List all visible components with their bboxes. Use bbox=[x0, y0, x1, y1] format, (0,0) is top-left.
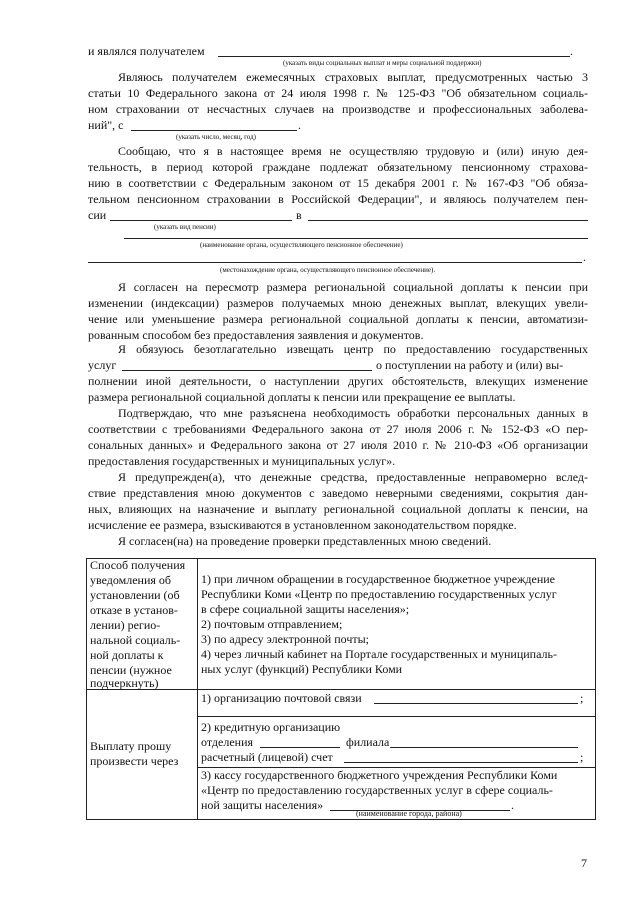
pension-org-caption: (наименование органа, осуществляющего пенсионное обеспечение) bbox=[200, 241, 403, 249]
bank-filial-field[interactable] bbox=[390, 747, 578, 748]
payment-option-post[interactable]: 1) организацию почтовой связи bbox=[201, 691, 362, 705]
recalc-line-1: Я согласен на пересмотр размера региональной социальной доплаты к пенсии при bbox=[118, 280, 588, 294]
personal-data-line-3: сональных данных» и Федерального закона от 27 июля 2010 г. № 210-ФЗ «Об организации bbox=[88, 438, 588, 452]
payment-option-cash-3[interactable]: ной защиты населения» bbox=[201, 798, 324, 812]
cash-city-caption: (наименование города, района) bbox=[356, 809, 462, 818]
notification-method-label-8: пенсии (нужное bbox=[90, 663, 172, 677]
notification-method-label-7: ной доплаты к bbox=[90, 648, 164, 662]
insurance-date-field[interactable] bbox=[131, 130, 297, 131]
payment-method-label-2: произвести через bbox=[90, 754, 179, 768]
payment-method-label-1: Выплату прошу bbox=[90, 739, 172, 753]
personal-data-line-4: предоставления государственных и муниципальных услуг». bbox=[88, 454, 396, 468]
payment-option-cash-2[interactable]: «Центр по предоставлению государственных услуг в сфере социаль- bbox=[201, 783, 553, 797]
warning-line-2: ствие представления мною документов с заведомо неверными сведениями, сокрытия дан- bbox=[88, 486, 588, 500]
recalc-line-3: чение или уменьшение размера региональной социальной доплаты к пенсии, автоматизи- bbox=[88, 312, 588, 326]
notify-option-in-person-1[interactable]: 1) при личном обращении в государственное бюджетное учреждение bbox=[201, 572, 555, 586]
personal-data-line-1: Подтверждаю, что мне разъяснена необходимость обработки персональных данных в bbox=[118, 406, 588, 420]
obligation-line-2-suffix: о поступлении на работу и (или) вы- bbox=[376, 358, 564, 372]
pension-location-field[interactable] bbox=[88, 262, 582, 263]
notification-method-label-9: подчеркнуть) bbox=[90, 676, 159, 690]
pension-line-2: тельность, в период которой граждане подлежат обязательному пенсионному страхова- bbox=[88, 160, 588, 174]
insurance-last-end: . bbox=[298, 118, 301, 132]
payment-option-cash-end: . bbox=[511, 798, 514, 812]
recalc-line-2: изменении (индексации) размеров получаемых мною денежных выплат, влекущих увели- bbox=[88, 296, 588, 310]
page-number: 7 bbox=[581, 856, 587, 870]
warning-line-1: Я предупрежден(а), что денежные средства, предоставленные неправомерно вслед- bbox=[118, 470, 588, 484]
service-center-field[interactable] bbox=[122, 370, 372, 371]
pension-org-field-2[interactable] bbox=[124, 238, 588, 239]
obligation-line-1: Я обязуюсь безотлагательно извещать центр по предоставлению государственных bbox=[118, 342, 588, 356]
notification-method-label-4: отказе в установ- bbox=[90, 603, 178, 617]
table-row-divider bbox=[86, 689, 595, 690]
personal-data-line-2: соответствии с требованиями Федерального закона от 27 июля 2006 г. № 152-ФЗ «О пер- bbox=[88, 422, 588, 436]
insurance-last-prefix: ний", с bbox=[88, 118, 124, 132]
pension-type-caption: (указать вид пенсии) bbox=[154, 223, 216, 231]
recipient-caption: (указать виды социальных выплат и меры социальной поддержки) bbox=[283, 59, 482, 67]
warning-line-4: исчисление ее размера, взыскиваются в установленном законодательством порядке. bbox=[88, 518, 517, 532]
notification-method-label-3: установлении (об bbox=[90, 588, 180, 602]
obligation-line-2-prefix: услуг bbox=[88, 358, 117, 372]
notify-option-in-person-3[interactable]: в сфере социальной защиты населения»; bbox=[201, 602, 410, 616]
recipient-label: и являлся получателем bbox=[88, 44, 205, 58]
obligation-line-4: размера региональной социальной доплаты к пенсии или прекращение ее выплаты. bbox=[88, 390, 516, 404]
bank-account-label: расчетный (лицевой) счет bbox=[201, 750, 333, 764]
table-sub-divider-1 bbox=[197, 716, 595, 717]
insurance-date-caption: (указать число, месяц, год) bbox=[176, 133, 256, 141]
pension-location-caption: (местонахождение органа, осуществляющего пенсионное обеспечение). bbox=[220, 266, 436, 274]
notify-option-portal-2[interactable]: ных услуг (функций) Республики Коми bbox=[201, 662, 403, 676]
pension-line-1: Сообщаю, что я в настоящее время не осуществляю трудовую и (или) иную дея- bbox=[118, 144, 588, 158]
pension-line-3: нию в соответствии с Федеральным законом от 15 декабря 2001 г. № 167-ФЗ "Об обяза- bbox=[88, 176, 588, 190]
payment-option-bank[interactable]: 2) кредитную организацию bbox=[201, 720, 341, 734]
recipient-field[interactable] bbox=[218, 56, 570, 57]
pension-last-mid: в bbox=[296, 208, 302, 222]
bank-branch-field[interactable] bbox=[260, 747, 340, 748]
post-office-field[interactable] bbox=[374, 703, 578, 704]
bank-filial-label: филиала bbox=[346, 735, 390, 749]
check-consent-line: Я согласен(на) на проведение проверки представленных мною сведений. bbox=[118, 534, 492, 548]
insurance-line-2: статьи 10 Федерального закона от 24 июля 1998 г. № 125-ФЗ "Об обязательном социаль- bbox=[88, 86, 588, 100]
pension-line-4: тельном пенсионном страховании в Российской Федерации", и являюсь получателем пен- bbox=[88, 192, 588, 206]
payment-option-cash-1[interactable]: 3) кассу государственного бюджетного учреждения Республики Коми bbox=[201, 768, 558, 782]
notify-option-portal-1[interactable]: 4) через личный кабинет на Портале государственных и муниципаль- bbox=[201, 647, 557, 661]
pension-org-field-1[interactable] bbox=[308, 220, 588, 221]
payment-option-post-end: ; bbox=[580, 691, 584, 705]
bank-account-field[interactable] bbox=[344, 762, 578, 763]
notification-method-label-5: лении) регио- bbox=[90, 618, 161, 632]
bank-account-end: ; bbox=[580, 750, 584, 764]
pension-type-field[interactable] bbox=[110, 220, 292, 221]
notification-method-label-2: уведомления об bbox=[90, 573, 172, 587]
pension-location-end: . bbox=[583, 250, 586, 264]
bank-branch-label: отделения bbox=[201, 735, 254, 749]
recipient-end: . bbox=[570, 44, 573, 58]
notification-method-label-6: нальной социаль- bbox=[90, 633, 181, 647]
recalc-line-4: рованным способом без предоставления заявления и документов. bbox=[88, 328, 424, 342]
notify-option-in-person-2[interactable]: Республики Коми «Центр по предоставлению государственных услуг bbox=[201, 587, 557, 601]
obligation-line-3: полнении иной деятельности, о наступлении других обстоятельств, влекущих изменение bbox=[88, 374, 588, 388]
notification-method-label-1: Способ получения bbox=[90, 558, 186, 572]
notify-option-post[interactable]: 2) почтовым отправлением; bbox=[201, 617, 343, 631]
notify-option-email[interactable]: 3) по адресу электронной почты; bbox=[201, 632, 370, 646]
warning-line-3: ных, влияющих на назначение и выплату региональной социальной доплаты к пенсии, на bbox=[88, 502, 588, 516]
insurance-line-3: ном страховании от несчастных случаев на производстве и профессиональных заболева- bbox=[88, 102, 588, 116]
pension-last-prefix: сии bbox=[88, 208, 107, 222]
insurance-line-1: Являюсь получателем ежемесячных страховых выплат, предусмотренных частью 3 bbox=[118, 70, 588, 84]
